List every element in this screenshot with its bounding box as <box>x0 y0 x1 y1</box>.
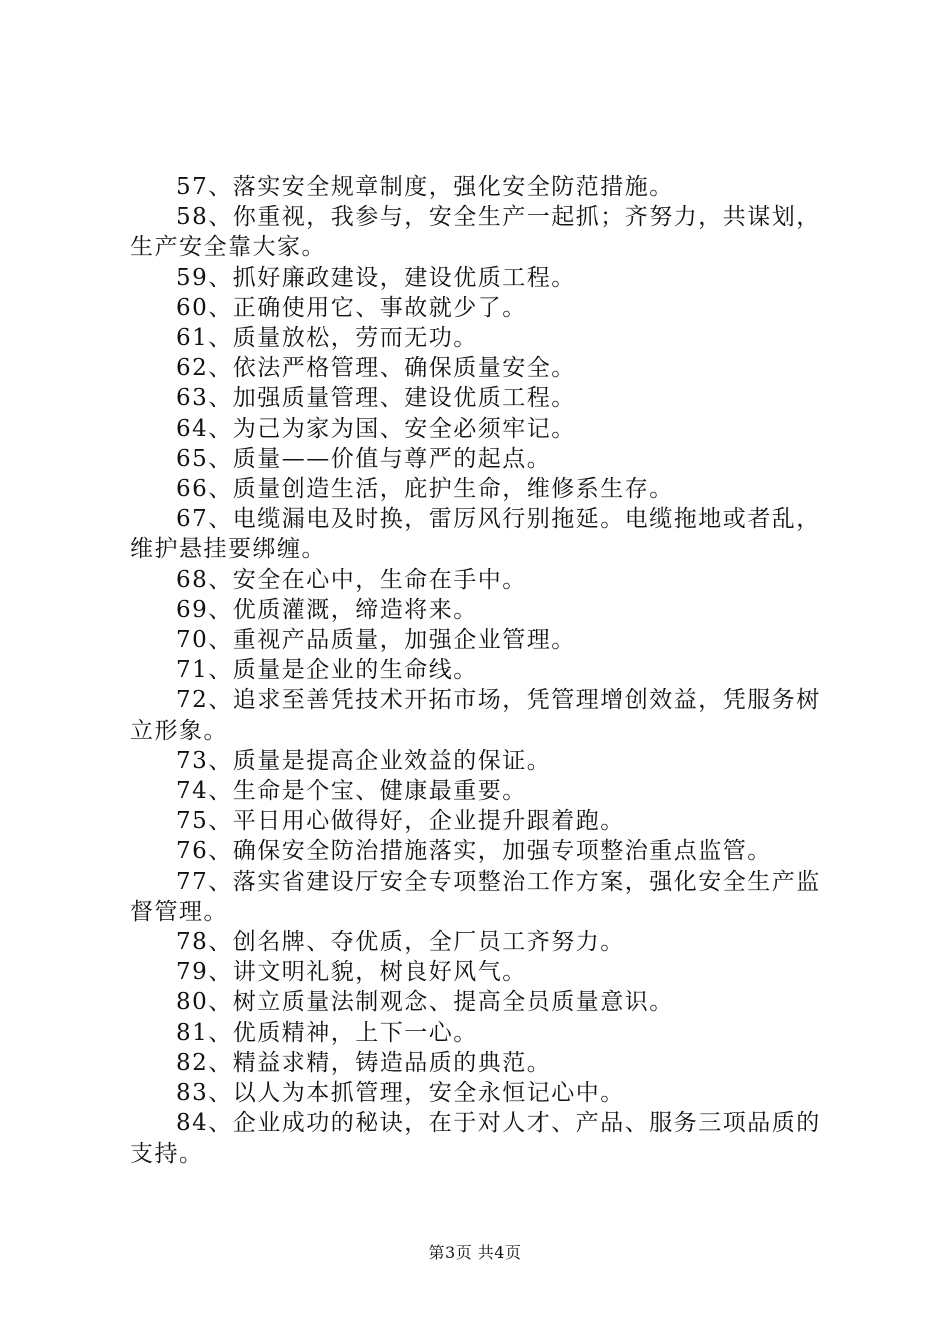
page-footer: 第3页 共4页 <box>428 1243 522 1262</box>
slogan-67: 67、电缆漏电及时换，雷厉风行别拖延。电缆拖地或者乱，维护悬挂要绑缠。 <box>130 506 821 563</box>
slogan-70: 70、重视产品质量，加强企业管理。 <box>176 627 576 654</box>
slogan-72: 72、追求至善凭技术开拓市场，凭管理增创效益，凭服务树立形象。 <box>130 687 821 744</box>
slogan-60: 60、正确使用它、事故就少了。 <box>176 294 527 321</box>
slogan-63: 63、加强质量管理、建设优质工程。 <box>176 385 576 412</box>
slogan-57: 57、落实安全规章制度，强化安全防范措施。 <box>176 174 674 200</box>
slogan-75: 75、平日用心做得好，企业提升跟着跑。 <box>176 808 625 835</box>
slogan-59: 59、抓好廉政建设，建设优质工程。 <box>176 264 576 291</box>
slogan-65: 65、质量——价值与尊严的起点。 <box>176 445 552 472</box>
document-body <box>130 172 836 1169</box>
slogan-83: 83、以人为本抓管理，安全永恒记心中。 <box>176 1080 625 1107</box>
slogan-84: 84、企业成功的秘诀，在于对人才、产品、服务三项品质的支持。 <box>130 1110 821 1167</box>
slogan-69: 69、优质灌溉，缔造将来。 <box>176 596 478 623</box>
slogan-82: 82、精益求精，铸造品质的典范。 <box>176 1049 552 1076</box>
slogan-77: 77、落实省建设厅安全专项整治工作方案，强化安全生产监督管理。 <box>130 868 821 925</box>
slogan-68: 68、安全在心中，生命在手中。 <box>176 566 527 593</box>
slogan-80: 80、树立质量法制观念、提高全员质量意识。 <box>176 989 674 1016</box>
slogan-61: 61、质量放松，劳而无功。 <box>176 325 478 352</box>
slogan-73: 73、质量是提高企业效益的保证。 <box>176 747 552 774</box>
slogan-79: 79、讲文明礼貌，树良好风气。 <box>176 959 527 986</box>
slogan-74: 74、生命是个宝、健康最重要。 <box>176 778 527 805</box>
slogan-66: 66、质量创造生活，庇护生命，维修系生存。 <box>176 476 674 503</box>
slogan-78: 78、创名牌、夺优质，全厂员工齐努力。 <box>176 929 625 956</box>
slogan-71: 71、质量是企业的生命线。 <box>176 657 478 684</box>
slogan-81: 81、优质精神，上下一心。 <box>176 1019 478 1046</box>
slogan-58: 58、你重视，我参与，安全生产一起抓；齐努力，共谋划，生产安全靠大家。 <box>130 204 821 261</box>
slogan-64: 64、为己为家为国、安全必须牢记。 <box>176 415 576 442</box>
slogan-62: 62、依法严格管理、确保质量安全。 <box>176 355 576 382</box>
slogan-76: 76、确保安全防治措施落实，加强专项整治重点监管。 <box>176 838 772 865</box>
